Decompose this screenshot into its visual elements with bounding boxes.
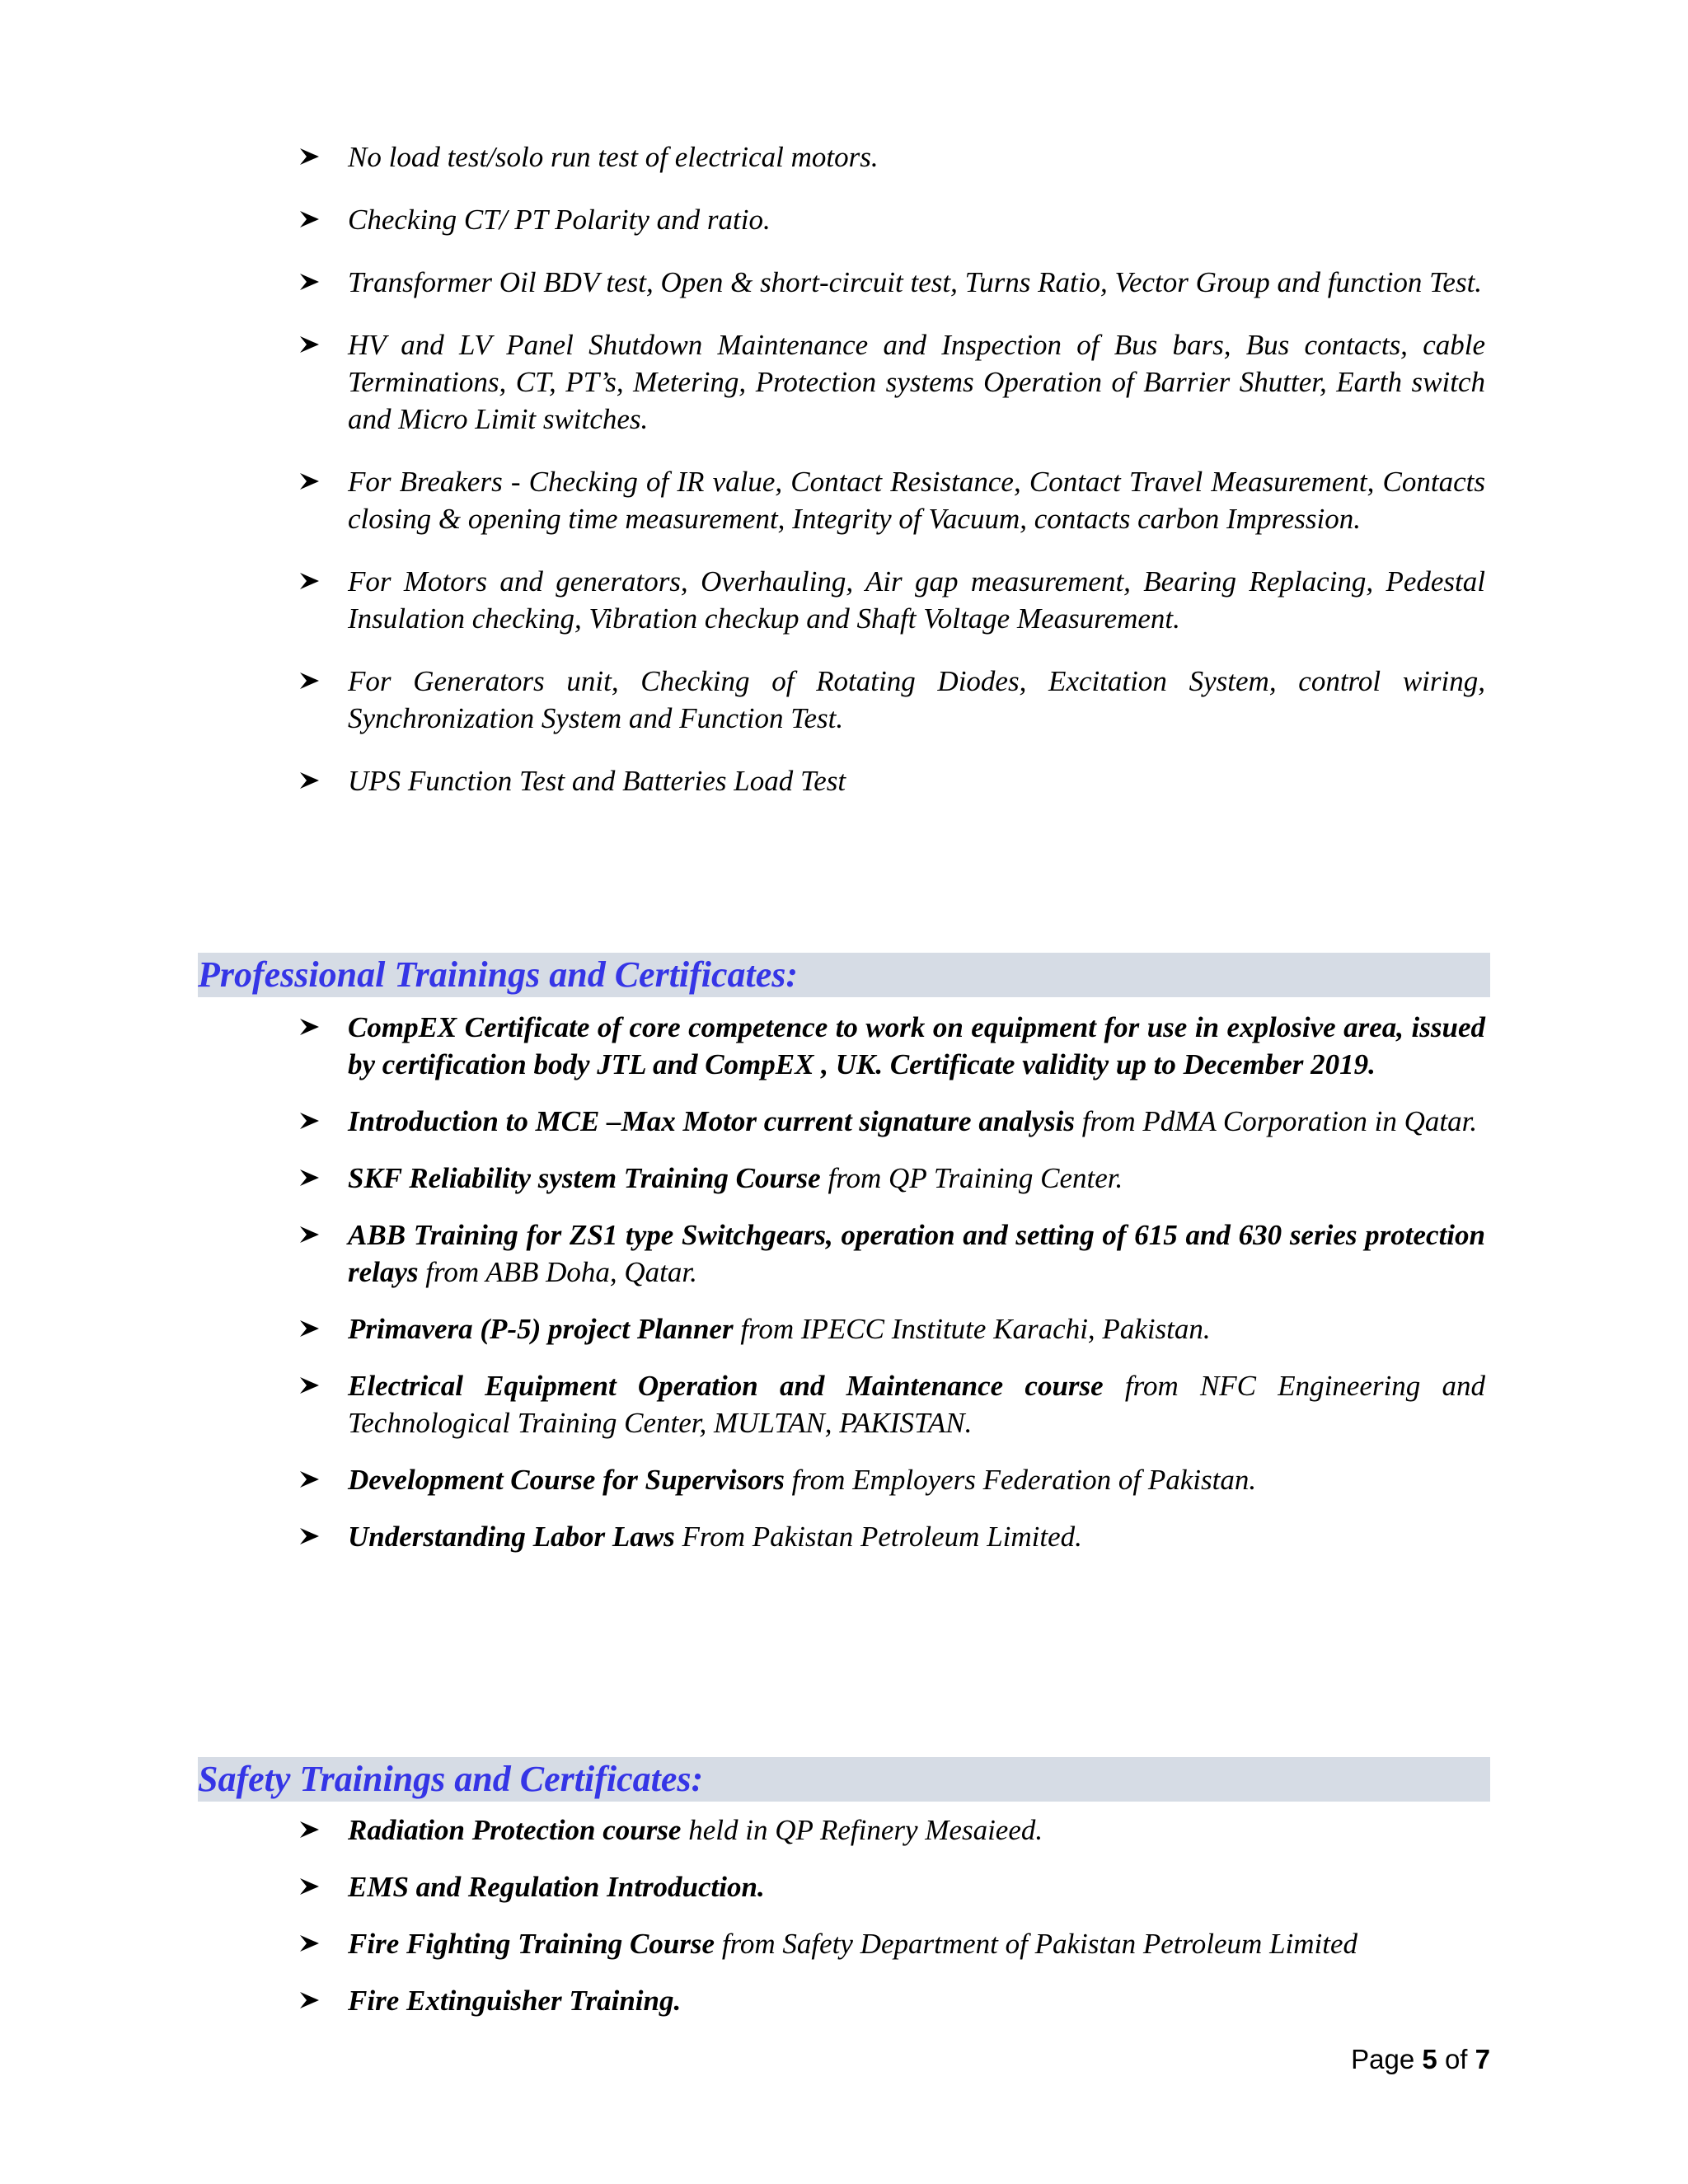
training-name: Introduction to MCE –Max Motor current signature analysis xyxy=(348,1105,1076,1137)
list-item xyxy=(298,563,1485,637)
arrowhead-bullet-icon xyxy=(298,572,320,590)
training-name: ABB Training for ZS1 type Switchgears, operation and setting of 615 and 630 series protection relays xyxy=(348,1219,1485,1288)
safety-section-header xyxy=(198,1757,1490,1802)
arrowhead-bullet-icon xyxy=(298,1991,320,2009)
professional-list xyxy=(298,1009,1485,1555)
of-word: of xyxy=(1444,2044,1468,2074)
arrowhead-bullet-icon xyxy=(298,210,320,228)
list-item xyxy=(298,663,1485,737)
training-detail: from ABB Doha, Qatar. xyxy=(418,1256,697,1288)
list-item xyxy=(298,1103,1485,1140)
list-item-text: For Generators unit, Checking of Rotating Diodes, Excitation System, control wiring, Synchronization System and Function Test. xyxy=(348,665,1485,734)
list-item-text: HV and LV Panel Shutdown Maintenance and Inspection of Bus bars, Bus contacts, cable Terminations, CT, PT’s, Metering, Protection systems Operation of Barrier Shutter, Earth switch and Micro Limit switches. xyxy=(348,329,1485,435)
list-item xyxy=(298,1868,1485,1905)
list-item xyxy=(298,1216,1485,1291)
list-item xyxy=(298,138,1485,176)
list-item-text: For Motors and generators, Overhauling, Air gap measurement, Bearing Replacing, Pedestal Insulation checking, Vibration checkup and Shaft Voltage Measurement. xyxy=(348,565,1485,635)
training-name: Understanding Labor Laws xyxy=(348,1521,675,1553)
training-name: SKF Reliability system Training Course xyxy=(348,1162,821,1194)
training-detail: from NFC Engineering and Technological Training Center, MULTAN, PAKISTAN. xyxy=(348,1370,1485,1439)
training-name: EMS and Regulation Introduction. xyxy=(348,1871,765,1903)
safety-list xyxy=(298,1811,1485,2019)
arrowhead-bullet-icon xyxy=(298,1376,320,1394)
list-item xyxy=(298,1461,1485,1498)
list-item-text: Checking CT/ PT Polarity and ratio. xyxy=(348,204,771,236)
list-item xyxy=(298,1367,1485,1441)
training-name: Electrical Equipment Operation and Maintenance course xyxy=(348,1370,1104,1402)
list-item xyxy=(298,201,1485,238)
professional-section-header xyxy=(198,953,1490,997)
list-item xyxy=(298,1982,1485,2019)
arrowhead-bullet-icon xyxy=(298,1877,320,1896)
arrowhead-bullet-icon xyxy=(298,1470,320,1488)
arrowhead-bullet-icon xyxy=(298,148,320,166)
list-item xyxy=(298,326,1485,438)
list-item xyxy=(298,1009,1485,1083)
arrowhead-bullet-icon xyxy=(298,472,320,490)
training-detail: from QP Training Center. xyxy=(820,1162,1123,1194)
training-name: CompEX Certificate of core competence to work on equipment for use in explosive area, issued by certification body JTL and CompEX , UK. Certificate validity up to December 2019. xyxy=(348,1011,1485,1080)
arrowhead-bullet-icon xyxy=(298,672,320,690)
training-name: Primavera (P-5) project Planner xyxy=(348,1313,734,1345)
list-item xyxy=(298,762,1485,799)
training-name: Development Course for Supervisors xyxy=(348,1464,785,1496)
training-detail: From Pakistan Petroleum Limited. xyxy=(674,1521,1082,1553)
arrowhead-bullet-icon xyxy=(298,335,320,354)
list-item xyxy=(298,264,1485,301)
list-item-text: No load test/solo run test of electrical motors. xyxy=(348,141,879,173)
list-item xyxy=(298,1811,1485,1849)
arrowhead-bullet-icon xyxy=(298,1018,320,1036)
page-footer xyxy=(1351,2044,1490,2075)
training-detail: held in QP Refinery Mesaieed. xyxy=(681,1814,1043,1846)
arrowhead-bullet-icon xyxy=(298,1319,320,1338)
list-item-text: For Breakers - Checking of IR value, Contact Resistance, Contact Travel Measurement, Contacts closing & opening time measurement, Integrity of Vacuum, contacts carbon Impression. xyxy=(348,466,1485,535)
training-detail: from IPECC Institute Karachi, Pakistan. xyxy=(733,1313,1211,1345)
list-item-text: Transformer Oil BDV test, Open & short-circuit test, Turns Ratio, Vector Group and function Test. xyxy=(348,266,1483,298)
training-name: Fire Fighting Training Course xyxy=(348,1928,715,1960)
list-item xyxy=(298,463,1485,537)
duties-list xyxy=(298,138,1485,799)
safety-section-title: Safety Trainings and Certificates: xyxy=(198,1759,704,1799)
list-item-text: UPS Function Test and Batteries Load Test xyxy=(348,765,846,797)
list-item xyxy=(298,1518,1485,1555)
arrowhead-bullet-icon xyxy=(298,1169,320,1187)
arrowhead-bullet-icon xyxy=(298,1821,320,1839)
list-item xyxy=(298,1310,1485,1347)
arrowhead-bullet-icon xyxy=(298,1226,320,1244)
training-name: Fire Extinguisher Training. xyxy=(348,1985,682,2017)
list-item xyxy=(298,1925,1485,1962)
arrowhead-bullet-icon xyxy=(298,1527,320,1545)
professional-section-title: Professional Trainings and Certificates: xyxy=(198,954,799,995)
training-detail: from Safety Department of Pakistan Petroleum Limited xyxy=(715,1928,1358,1960)
page-number: 5 xyxy=(1422,2044,1437,2074)
arrowhead-bullet-icon xyxy=(298,1934,320,1952)
total-pages: 7 xyxy=(1475,2044,1490,2074)
training-name: Radiation Protection course xyxy=(348,1814,682,1846)
arrowhead-bullet-icon xyxy=(298,771,320,790)
arrowhead-bullet-icon xyxy=(298,273,320,291)
training-detail: from PdMA Corporation in Qatar. xyxy=(1075,1105,1478,1137)
list-item xyxy=(298,1160,1485,1197)
arrowhead-bullet-icon xyxy=(298,1112,320,1130)
training-detail: from Employers Federation of Pakistan. xyxy=(784,1464,1257,1496)
page-word: Page xyxy=(1351,2044,1415,2074)
